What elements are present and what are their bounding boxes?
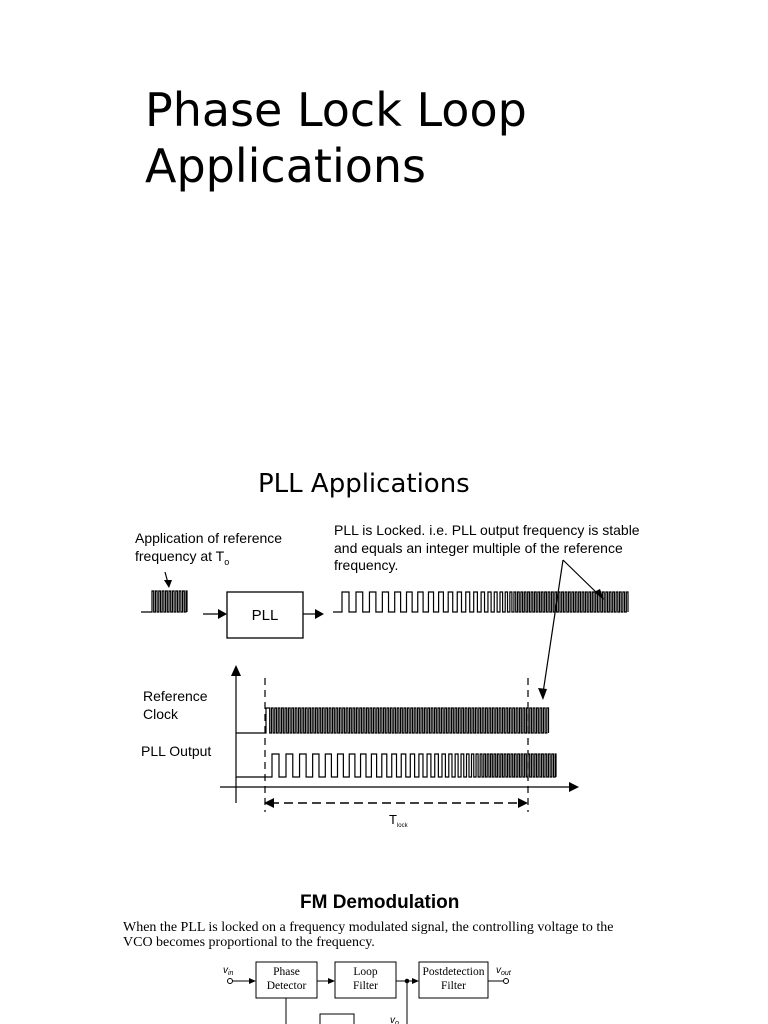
input-burst-signal: [141, 591, 187, 612]
slide-title-line-2: Applications: [145, 139, 426, 193]
pll-block-label: PLL: [251, 607, 279, 624]
vo-subscript: o: [395, 1020, 399, 1024]
reference-clock-line-1: Reference: [143, 688, 208, 704]
pll-figure-title: PLL Applications: [258, 469, 470, 499]
lock-note-line-1: PLL is Locked. i.e. PLL output frequency is stable: [334, 522, 640, 538]
reference-note-line-1: Application of reference: [135, 530, 283, 546]
pll-output-label: PLL Output: [141, 743, 212, 759]
vo-label: v: [390, 1015, 395, 1024]
phase-detector-label: [256, 965, 317, 993]
pll-locked-note: [334, 522, 664, 575]
t-lock-label: $T_{lock}$: [389, 812, 408, 829]
lock-note-line-2: and equals an integer multiple of the reference: [334, 539, 623, 556]
svg-text:vo: [390, 1015, 399, 1024]
vin-label: v: [223, 965, 228, 976]
pll-output-waveform-top: [333, 592, 628, 612]
t-lock-subscript: lock: [396, 823, 408, 829]
reference-clock-line-2: Clock: [143, 705, 179, 722]
postdetection-line-2: Filter: [441, 980, 466, 992]
postdetection-line-1: Postdetection: [422, 966, 485, 978]
reference-note-arrowhead: [164, 580, 172, 588]
lock-note-line-3: frequency.: [334, 557, 399, 573]
reference-note-line-2: frequency at $T_o$: [135, 547, 230, 567]
loop-filter-line-2: Filter: [353, 980, 378, 992]
vout-terminal: [504, 979, 509, 984]
slide-title: [145, 82, 705, 194]
vout-subscript: out: [501, 970, 511, 977]
fm-text-line-2: VCO becomes proportional to the frequency.: [123, 935, 375, 950]
loop-filter-label: [335, 965, 396, 993]
reference-application-note: [135, 530, 305, 571]
lock-arrow-down: [543, 560, 563, 693]
pll-block: [227, 592, 303, 638]
loop-filter-line-1: Loop: [353, 966, 378, 978]
vin-subscript: in: [228, 970, 234, 977]
reference-clock-label: [143, 688, 208, 723]
fm-demodulation-text: [123, 920, 643, 950]
phase-detector-line-2: Detector: [266, 980, 307, 992]
vout-label: v: [496, 965, 501, 976]
postdetection-filter-label: [419, 965, 488, 993]
svg-text:vout: [496, 965, 512, 977]
t-zero-subscript: o: [224, 556, 230, 567]
vin-terminal: [228, 979, 233, 984]
reference-note-arrow: [165, 572, 168, 583]
vo-junction: [405, 979, 409, 983]
vco-block: [320, 1014, 354, 1024]
reference-clock-waveform: [236, 708, 549, 733]
svg-text:vin: [223, 965, 234, 977]
fm-text-line-1: When the PLL is locked on a frequency modulated signal, the controlling voltage to the: [123, 920, 614, 935]
slide-title-line-1: Phase Lock Loop: [145, 83, 527, 137]
phase-detector-line-1: Phase: [273, 966, 300, 978]
pll-output-waveform: [236, 754, 556, 777]
fm-demodulation-title: FM Demodulation: [300, 892, 460, 913]
